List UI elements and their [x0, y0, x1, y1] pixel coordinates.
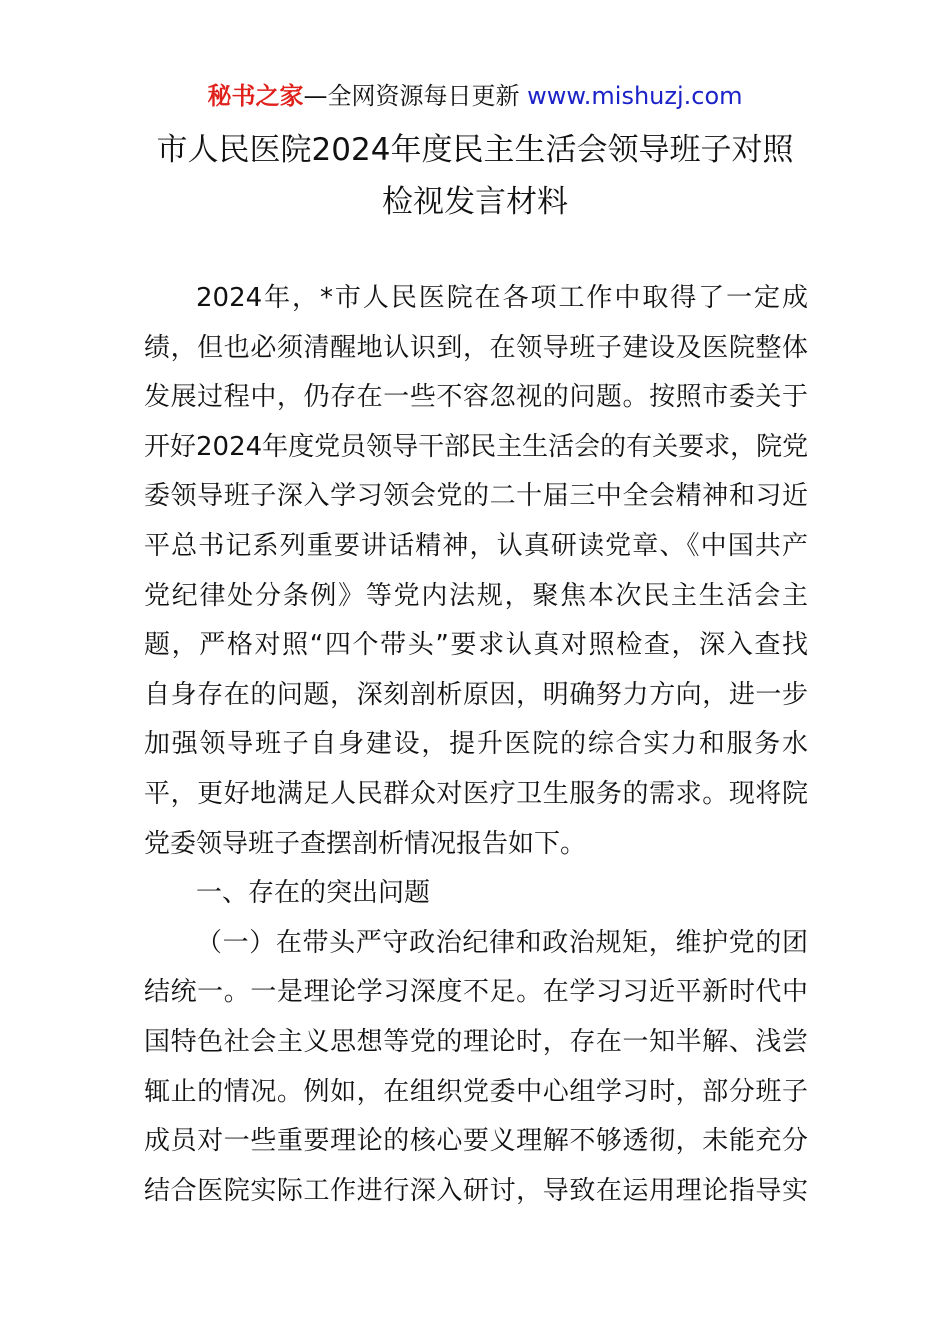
site-header	[0, 78, 950, 114]
paragraph-line: 成员对一些重要理论的核心要义理解不够透彻，未能充分	[144, 1126, 808, 1157]
paragraph-line: 开好2024年度党员领导干部民主生活会的有关要求，院党	[144, 431, 808, 462]
document-body	[144, 274, 808, 1216]
brand-name: 秘书之家	[207, 82, 304, 110]
title-line-1: 市人民医院2024年度民主生活会领导班子对照	[156, 132, 794, 168]
paragraph-line: 平总书记系列重要讲话精神，认真研读党章、《中国共产	[144, 530, 808, 561]
paragraph-line: 辄止的情况。例如，在组织党委中心组学习时，部分班子	[144, 1076, 808, 1107]
paragraph-line: 题，严格对照“四个带头”要求认真对照检查，深入查找	[144, 630, 808, 661]
paragraph-line: 绩，但也必须清醒地认识到，在领导班子建设及医院整体	[144, 332, 808, 363]
site-tagline: —全网资源每日更新	[303, 82, 520, 110]
paragraph-line: 党纪律处分条例》等党内法规，聚焦本次民主生活会主	[144, 580, 808, 611]
paragraph-line: 发展过程中，仍存在一些不容忽视的问题。按照市委关于	[144, 382, 808, 413]
paragraph-line: 党委领导班子查摆剖析情况报告如下。	[144, 828, 587, 859]
paragraph-line: 加强领导班子自身建设，提升医院的综合实力和服务水	[144, 729, 808, 760]
site-url-link[interactable]: www.mishuzj.com	[527, 82, 743, 110]
paragraph-line: 委领导班子深入学习领会党的二十届三中全会精神和习近	[144, 481, 808, 512]
paragraph-line: （一）在带头严守政治纪律和政治规矩，维护党的团	[196, 927, 808, 958]
paragraph-line: 2024年，*市人民医院在各项工作中取得了一定成	[196, 283, 808, 313]
paragraph-line: 结统一。一是理论学习深度不足。在学习习近平新时代中	[144, 977, 808, 1008]
paragraph-line: 结合医院实际工作进行深入研讨，导致在运用理论指导实	[144, 1175, 808, 1206]
document-title	[100, 124, 850, 228]
paragraph-line: 自身存在的问题，深刻剖析原因，明确努力方向，进一步	[144, 679, 808, 710]
title-line-2: 检视发言材料	[382, 184, 568, 220]
paragraph-line: 国特色社会主义思想等党的理论时，存在一知半解、浅尝	[144, 1026, 808, 1057]
section-heading: 一、存在的突出问题	[196, 878, 431, 909]
paragraph-line: 平，更好地满足人民群众对医疗卫生服务的需求。现将院	[144, 778, 808, 809]
